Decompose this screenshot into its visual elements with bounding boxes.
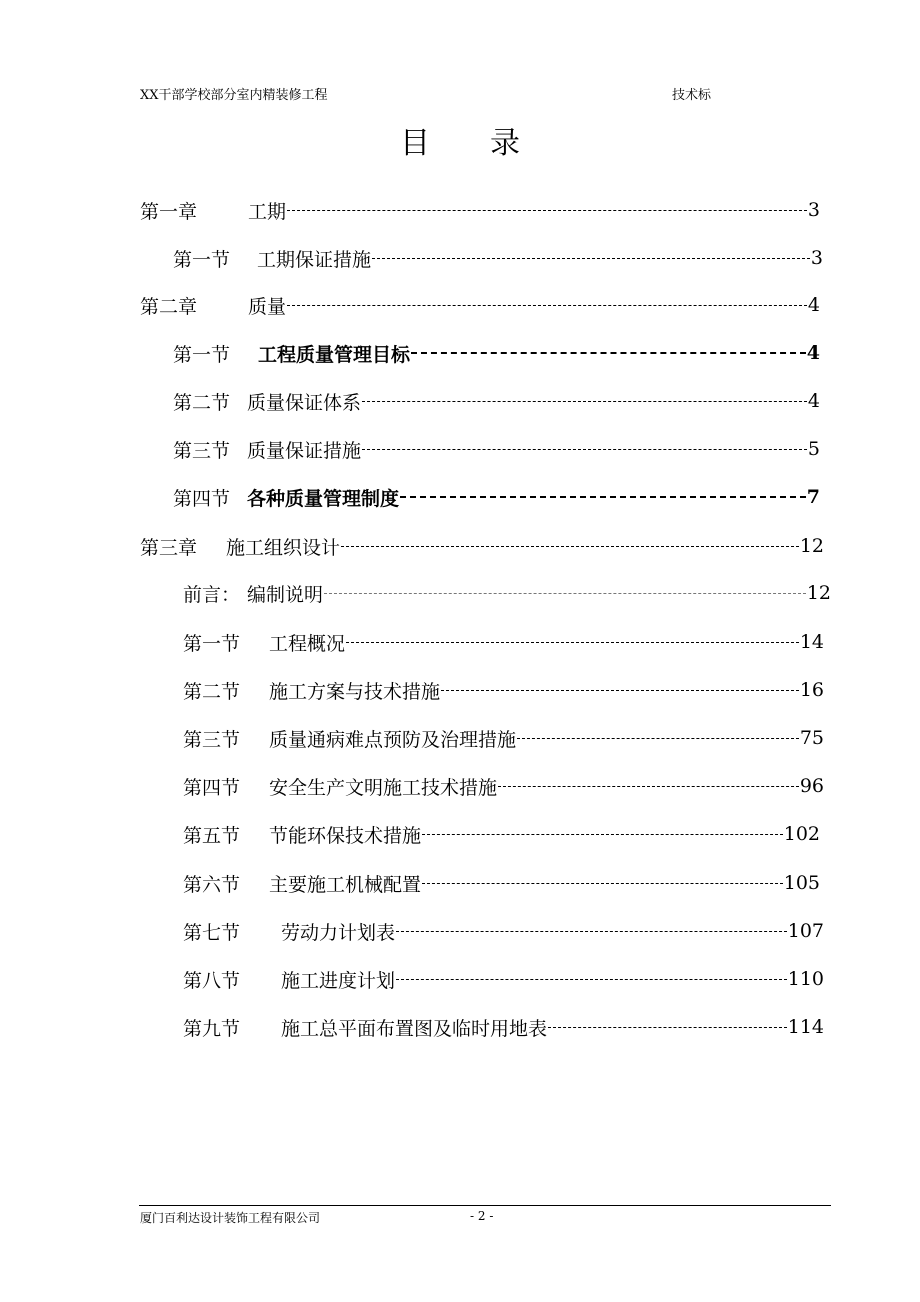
toc-entry-section[interactable] [183, 918, 824, 944]
header-project-name: XX干部学校部分室内精装修工程 [140, 88, 328, 103]
toc-entry-section[interactable] [173, 436, 820, 462]
toc-page-number: 12 [806, 582, 831, 604]
page-title: 目录 [400, 126, 580, 161]
toc-title: 质量通病难点预防及治理措施 [269, 728, 517, 751]
toc-label: 第八节 [183, 969, 241, 992]
toc-title: 工期 [248, 200, 287, 223]
toc-label: 第一节 [173, 343, 231, 366]
toc-title: 质量保证体系 [247, 391, 362, 414]
toc-label: 第三节 [173, 439, 231, 462]
toc-entry-section[interactable] [173, 388, 820, 414]
toc-title: 质量 [248, 295, 287, 318]
toc-title: 各种质量管理制度 [247, 487, 400, 510]
footer-divider [139, 1205, 831, 1206]
toc-leader [411, 340, 806, 366]
toc-leader [498, 773, 799, 799]
toc-page-number: 114 [787, 1016, 824, 1038]
toc-page-number: 4 [806, 342, 820, 364]
toc-title: 节能环保技术措施 [269, 824, 422, 847]
toc-entry-section[interactable] [183, 677, 824, 703]
toc-title: 施工总平面布置图及临时用地表 [281, 1017, 548, 1040]
toc-page-number: 5 [807, 438, 820, 460]
toc-label: 第一章 [140, 200, 198, 223]
toc-leader [362, 436, 807, 462]
header-doc-type: 技术标 [672, 88, 712, 103]
toc-entry-chapter-2[interactable] [140, 292, 820, 318]
toc-label: 第四节 [183, 776, 241, 799]
toc-title: 工期保证措施 [257, 248, 372, 271]
toc-label: 第三节 [183, 728, 241, 751]
toc-leader [396, 966, 787, 992]
toc-leader [441, 677, 799, 703]
toc-label: 第三章 [140, 536, 198, 559]
toc-page-number: 16 [799, 679, 824, 701]
toc-entry-section[interactable] [173, 484, 820, 510]
toc-leader [346, 629, 799, 655]
toc-title: 施工进度计划 [281, 969, 396, 992]
toc-leader [362, 388, 807, 414]
toc-page-number: 4 [807, 294, 820, 316]
toc-title: 施工组织设计 [226, 536, 341, 559]
toc-page-number: 4 [807, 390, 820, 412]
toc-label: 第二节 [183, 680, 241, 703]
toc-leader [400, 484, 806, 510]
toc-entry-chapter-1[interactable] [140, 197, 820, 223]
toc-page-number: 110 [787, 968, 824, 990]
toc-label: 第七节 [183, 921, 241, 944]
toc-label: 第四节 [173, 487, 231, 510]
toc-page-number: 14 [799, 631, 824, 653]
toc-entry-section[interactable] [173, 340, 820, 366]
toc-page-number: 105 [783, 872, 820, 894]
toc-label: 第五节 [183, 824, 241, 847]
toc-entry-preface[interactable] [183, 580, 831, 606]
toc-page-number: 75 [799, 727, 824, 749]
toc-title: 主要施工机械配置 [269, 873, 422, 896]
toc-page-number: 3 [807, 199, 820, 221]
toc-entry-section[interactable] [173, 245, 823, 271]
toc-title: 劳动力计划表 [281, 921, 396, 944]
toc-entry-section[interactable] [183, 725, 824, 751]
toc-leader [548, 1014, 787, 1040]
toc-label: 第六节 [183, 873, 241, 896]
toc-label: 第九节 [183, 1017, 241, 1040]
toc-title: 施工方案与技术措施 [269, 680, 441, 703]
toc-leader [517, 725, 799, 751]
toc-title: 质量保证措施 [247, 439, 362, 462]
toc-label: 第一节 [173, 248, 231, 271]
toc-title: 工程概况 [269, 632, 346, 655]
toc-leader [372, 245, 810, 271]
toc-entry-chapter-3[interactable] [140, 533, 824, 559]
toc-leader [287, 292, 807, 318]
toc-title: 编制说明 [247, 583, 324, 606]
toc-leader [341, 533, 799, 559]
toc-page-number: 3 [810, 247, 823, 269]
toc-entry-section[interactable] [183, 966, 824, 992]
toc-leader [422, 821, 783, 847]
toc-entry-section[interactable] [183, 870, 820, 896]
toc-page-number: 12 [799, 535, 824, 557]
toc-entry-section[interactable] [183, 773, 824, 799]
toc-label: 第二节 [173, 391, 231, 414]
toc-entry-section[interactable] [183, 1014, 824, 1040]
toc-label: 前言： [183, 583, 241, 606]
toc-page-number: 7 [806, 486, 820, 508]
toc-label: 第一节 [183, 632, 241, 655]
toc-title: 工程质量管理目标 [258, 343, 411, 366]
footer-page-number: - 2 - [470, 1209, 494, 1223]
toc-entry-section[interactable] [183, 629, 824, 655]
footer-company-name: 厦门百利达设计装饰工程有限公司 [140, 1211, 321, 1225]
toc-leader [422, 870, 783, 896]
toc-page-number: 102 [783, 823, 820, 845]
toc-page-number: 107 [787, 920, 824, 942]
toc-label: 第二章 [140, 295, 198, 318]
toc-leader [396, 918, 787, 944]
toc-leader [324, 580, 806, 606]
toc-title: 安全生产文明施工技术措施 [269, 776, 498, 799]
toc-entry-section[interactable] [183, 821, 820, 847]
toc-page-number: 96 [799, 775, 824, 797]
toc-leader [287, 197, 807, 223]
